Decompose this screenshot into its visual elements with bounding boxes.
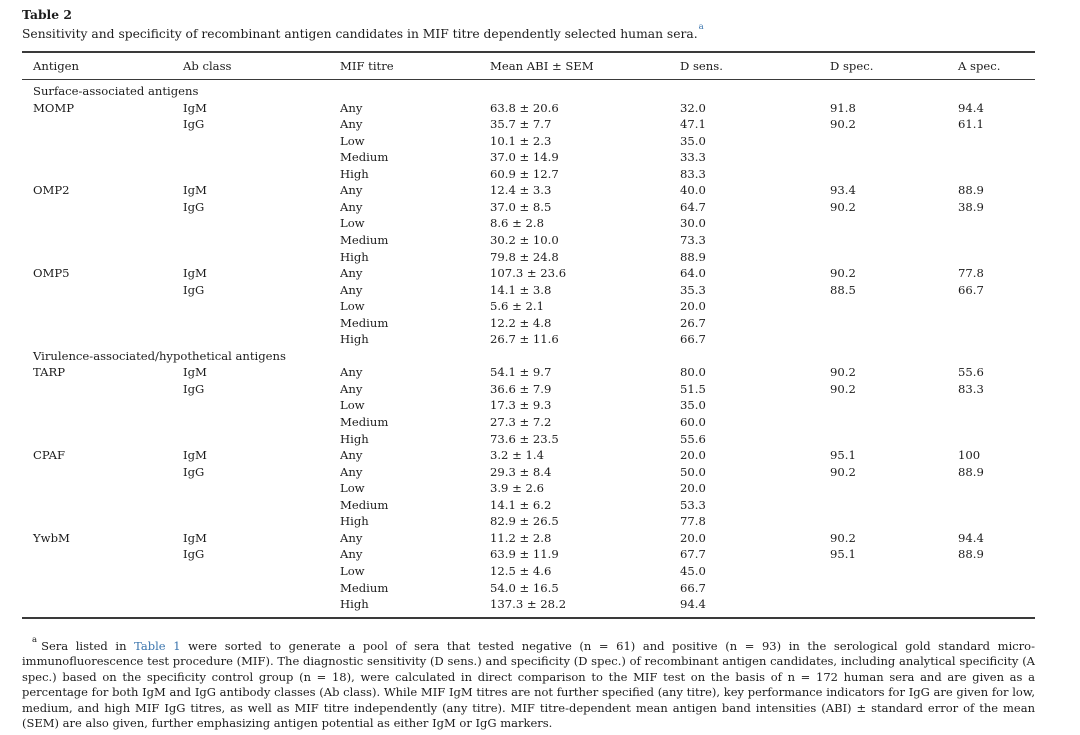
ab-class-cell [183, 480, 340, 497]
footnote-text-after-link: were sorted to generate a pool of sera that tested negative (n = 61) and positive (n = 93) in the serological gold standard micro-immunofluorescence test procedure (MIF). The diagnostic sensitivity (D sens.) and specificity (D spec.) of recombinant antigen candidates, including analytical specificity (A spec.) based on the specificity control group (n = 18), were calculated in direct comparison to the MIF test on the basis of n = 172 human sera and are given as a percentage for both IgM and IgG antibody classes (Ab class). While MIF IgM titres are not further specified (any titre), key performance indicators for IgG are given for low, medium, and high MIF IgG titres, as well as MIF titre independently (any titre). MIF titre-dependent mean antigen band intensities (ABI) ± standard error of the mean (SEM) are also given, further emphasizing antigen potential as either IgM or IgG markers. [22, 638, 1035, 731]
column-header-antigen: Antigen [22, 52, 183, 80]
section-row [22, 80, 1035, 100]
table-row [22, 530, 1035, 547]
ab-class-cell: IgM [183, 183, 207, 198]
table-row [22, 580, 1035, 597]
mif-titre-cell: Medium [340, 415, 389, 430]
column-header-d-sens: D sens. [680, 52, 830, 80]
mean-abi-cell: 37.0 ± 14.9 [490, 150, 559, 165]
d-sens-cell: 77.8 [680, 514, 706, 529]
d-sens-cell: 53.3 [680, 497, 706, 512]
mif-titre-cell: Low [340, 563, 365, 578]
d-spec-cell [830, 331, 958, 348]
a-spec-cell: 77.8 [958, 266, 984, 281]
table-row [22, 199, 1035, 216]
d-sens-cell: 35.0 [680, 398, 706, 413]
a-spec-cell: 55.6 [958, 365, 984, 380]
mean-abi-cell: 12.5 ± 4.6 [490, 563, 552, 578]
ab-class-cell: IgG [183, 282, 205, 297]
d-spec-cell: 95.1 [830, 448, 856, 463]
ab-class-cell [183, 315, 340, 332]
d-sens-cell: 67.7 [680, 547, 706, 562]
d-sens-cell: 60.0 [680, 415, 706, 430]
antigen-cell [22, 199, 183, 216]
table-row [22, 215, 1035, 232]
antigen-cell [22, 480, 183, 497]
d-sens-cell: 30.0 [680, 216, 706, 231]
antigen-cell [22, 580, 183, 597]
mif-titre-cell: Medium [340, 150, 389, 165]
antigen-cell [22, 464, 183, 481]
table-row [22, 447, 1035, 464]
a-spec-cell [958, 431, 1035, 448]
d-spec-cell: 93.4 [830, 183, 856, 198]
mean-abi-cell: 30.2 ± 10.0 [490, 233, 559, 248]
a-spec-cell [958, 414, 1035, 431]
ab-class-cell [183, 331, 340, 348]
d-spec-cell [830, 497, 958, 514]
table-row [22, 364, 1035, 381]
column-header-d-spec: D spec. [830, 52, 958, 80]
ab-class-cell [183, 580, 340, 597]
table-row [22, 249, 1035, 266]
d-sens-cell: 73.3 [680, 233, 706, 248]
mif-titre-cell: High [340, 249, 369, 264]
mean-abi-cell: 11.2 ± 2.8 [490, 530, 552, 545]
table-row [22, 315, 1035, 332]
footnote [22, 636, 1035, 732]
table-row [22, 431, 1035, 448]
ab-class-cell [183, 215, 340, 232]
mean-abi-cell: 63.9 ± 11.9 [490, 547, 559, 562]
mif-titre-cell: Low [340, 133, 365, 148]
a-spec-cell [958, 133, 1035, 150]
mean-abi-cell: 82.9 ± 26.5 [490, 514, 559, 529]
table-caption [22, 24, 1058, 42]
caption-footnote-marker[interactable]: a [698, 22, 704, 32]
table-row [22, 331, 1035, 348]
antigen-cell [22, 149, 183, 166]
mif-titre-cell: High [340, 166, 369, 181]
table-row [22, 166, 1035, 183]
mean-abi-cell: 63.8 ± 20.6 [490, 100, 559, 115]
antigen-cell [22, 397, 183, 414]
ab-class-cell: IgG [183, 464, 205, 479]
ab-class-cell: IgM [183, 448, 207, 463]
antigen-cell [22, 232, 183, 249]
antigen-cell [22, 497, 183, 514]
d-spec-cell [830, 513, 958, 530]
a-spec-cell: 100 [958, 448, 981, 463]
d-sens-cell: 45.0 [680, 563, 706, 578]
d-sens-cell: 83.3 [680, 166, 706, 181]
d-spec-cell: 88.5 [830, 282, 856, 297]
a-spec-cell [958, 315, 1035, 332]
table-label: Table 2 [22, 7, 72, 22]
table-row [22, 100, 1035, 117]
a-spec-cell [958, 215, 1035, 232]
a-spec-cell: 94.4 [958, 530, 984, 545]
mif-titre-cell: High [340, 514, 369, 529]
d-spec-cell: 90.2 [830, 464, 856, 479]
mean-abi-cell: 12.4 ± 3.3 [490, 183, 552, 198]
a-spec-cell [958, 331, 1035, 348]
mean-abi-cell: 36.6 ± 7.9 [490, 381, 552, 396]
section-header: Surface-associated antigens [33, 84, 199, 99]
antigen-cell [22, 414, 183, 431]
ab-class-cell: IgM [183, 365, 207, 380]
a-spec-cell [958, 397, 1035, 414]
ab-class-cell: IgM [183, 100, 207, 115]
antigen-cell: OMP5 [33, 266, 70, 281]
mif-titre-cell: Any [340, 464, 363, 479]
mean-abi-cell: 3.2 ± 1.4 [490, 448, 544, 463]
mif-titre-cell: Medium [340, 315, 389, 330]
mif-titre-cell: High [340, 332, 369, 347]
d-sens-cell: 20.0 [680, 448, 706, 463]
a-spec-cell: 83.3 [958, 381, 984, 396]
a-spec-cell: 88.9 [958, 183, 984, 198]
table-row [22, 133, 1035, 150]
mif-titre-cell: Any [340, 100, 363, 115]
mif-titre-cell: Any [340, 282, 363, 297]
d-spec-cell: 90.2 [830, 381, 856, 396]
mean-abi-cell: 14.1 ± 3.8 [490, 282, 552, 297]
mif-titre-cell: Any [340, 266, 363, 281]
a-spec-cell [958, 232, 1035, 249]
ab-class-cell [183, 232, 340, 249]
mean-abi-cell: 14.1 ± 6.2 [490, 497, 552, 512]
d-spec-cell: 90.2 [830, 117, 856, 132]
table-row [22, 182, 1035, 199]
d-sens-cell: 64.0 [680, 266, 706, 281]
d-spec-cell [830, 431, 958, 448]
table-row [22, 480, 1035, 497]
ab-class-cell [183, 397, 340, 414]
mean-abi-cell: 37.0 ± 8.5 [490, 199, 552, 214]
mean-abi-cell: 54.0 ± 16.5 [490, 580, 559, 595]
antigen-cell: YwbM [33, 530, 70, 545]
antigen-cell [22, 546, 183, 563]
mif-titre-cell: Any [340, 530, 363, 545]
d-spec-cell [830, 397, 958, 414]
mean-abi-cell: 60.9 ± 12.7 [490, 166, 559, 181]
d-spec-cell [830, 315, 958, 332]
mean-abi-cell: 107.3 ± 23.6 [490, 266, 567, 281]
d-sens-cell: 66.7 [680, 332, 706, 347]
section-row [22, 348, 1035, 365]
d-sens-cell: 35.0 [680, 133, 706, 148]
mean-abi-cell: 17.3 ± 9.3 [490, 398, 552, 413]
ab-class-cell [183, 563, 340, 580]
a-spec-cell [958, 580, 1035, 597]
table-row [22, 298, 1035, 315]
table-1-link[interactable]: Table 1 [134, 638, 181, 653]
a-spec-cell [958, 563, 1035, 580]
d-sens-cell: 20.0 [680, 299, 706, 314]
table-row [22, 116, 1035, 133]
footnote-marker: a [32, 634, 38, 645]
ab-class-cell [183, 497, 340, 514]
mif-titre-cell: Low [340, 481, 365, 496]
mean-abi-cell: 10.1 ± 2.3 [490, 133, 552, 148]
mif-titre-cell: Medium [340, 580, 389, 595]
table-row [22, 381, 1035, 398]
d-spec-cell [830, 414, 958, 431]
a-spec-cell: 88.9 [958, 464, 984, 479]
antigen-cell [22, 596, 183, 618]
antigen-cell [22, 116, 183, 133]
d-spec-cell [830, 215, 958, 232]
caption-text: Sensitivity and specificity of recombinant antigen candidates in MIF titre dependently selected human sera. [22, 27, 698, 42]
mean-abi-cell: 5.6 ± 2.1 [490, 299, 544, 314]
table-row [22, 282, 1035, 299]
table-row [22, 397, 1035, 414]
a-spec-cell [958, 497, 1035, 514]
a-spec-cell [958, 596, 1035, 618]
d-spec-cell [830, 149, 958, 166]
mif-titre-cell: Any [340, 199, 363, 214]
ab-class-cell: IgG [183, 199, 205, 214]
table-row [22, 563, 1035, 580]
mif-titre-cell: Low [340, 299, 365, 314]
d-sens-cell: 20.0 [680, 530, 706, 545]
d-sens-cell: 51.5 [680, 381, 706, 396]
mif-titre-cell: Any [340, 381, 363, 396]
table-row [22, 414, 1035, 431]
mean-abi-cell: 8.6 ± 2.8 [490, 216, 544, 231]
mif-titre-cell: Any [340, 547, 363, 562]
d-sens-cell: 64.7 [680, 199, 706, 214]
antigen-cell [22, 315, 183, 332]
antigen-cell [22, 331, 183, 348]
d-spec-cell: 95.1 [830, 547, 856, 562]
a-spec-cell [958, 149, 1035, 166]
section-header: Virulence-associated/hypothetical antigens [33, 348, 286, 363]
antigen-cell [22, 563, 183, 580]
column-header-mif-titre: MIF titre [340, 52, 490, 80]
mean-abi-cell: 27.3 ± 7.2 [490, 415, 552, 430]
d-sens-cell: 80.0 [680, 365, 706, 380]
antigen-cell [22, 513, 183, 530]
d-spec-cell [830, 563, 958, 580]
d-spec-cell [830, 596, 958, 618]
d-sens-cell: 20.0 [680, 481, 706, 496]
a-spec-cell [958, 480, 1035, 497]
column-header-mean-abi-sem: Mean ABI ± SEM [490, 52, 680, 80]
ab-class-cell [183, 298, 340, 315]
column-header-a-spec: A spec. [958, 52, 1035, 80]
antigen-cell [22, 249, 183, 266]
d-spec-cell [830, 480, 958, 497]
ab-class-cell [183, 166, 340, 183]
mean-abi-cell: 79.8 ± 24.8 [490, 249, 559, 264]
table-row [22, 497, 1035, 514]
header-row [22, 52, 1035, 80]
antigen-cell: MOMP [33, 100, 75, 115]
ab-class-cell [183, 414, 340, 431]
d-spec-cell: 91.8 [830, 100, 856, 115]
antigen-cell [22, 166, 183, 183]
table-body [22, 80, 1035, 618]
antigen-cell [22, 133, 183, 150]
d-spec-cell [830, 580, 958, 597]
mean-abi-cell: 35.7 ± 7.7 [490, 117, 552, 132]
a-spec-cell: 61.1 [958, 117, 984, 132]
ab-class-cell: IgG [183, 381, 205, 396]
antigen-cell [22, 282, 183, 299]
mif-titre-cell: Any [340, 117, 363, 132]
ab-class-cell [183, 431, 340, 448]
ab-class-cell: IgM [183, 266, 207, 281]
mean-abi-cell: 29.3 ± 8.4 [490, 464, 552, 479]
mean-abi-cell: 3.9 ± 2.6 [490, 481, 544, 496]
ab-class-cell [183, 249, 340, 266]
a-spec-cell: 66.7 [958, 282, 984, 297]
ab-class-cell [183, 513, 340, 530]
d-sens-cell: 47.1 [680, 117, 706, 132]
d-sens-cell: 33.3 [680, 150, 706, 165]
a-spec-cell: 88.9 [958, 547, 984, 562]
mean-abi-cell: 54.1 ± 9.7 [490, 365, 552, 380]
d-sens-cell: 26.7 [680, 315, 706, 330]
antigen-cell [22, 215, 183, 232]
antigen-cell [22, 381, 183, 398]
ab-class-cell [183, 133, 340, 150]
d-sens-cell: 55.6 [680, 431, 706, 446]
mean-abi-cell: 137.3 ± 28.2 [490, 597, 567, 612]
ab-class-cell [183, 596, 340, 618]
d-spec-cell: 90.2 [830, 365, 856, 380]
d-spec-cell: 90.2 [830, 199, 856, 214]
table-row [22, 265, 1035, 282]
a-spec-cell [958, 249, 1035, 266]
d-spec-cell: 90.2 [830, 266, 856, 281]
d-spec-cell [830, 249, 958, 266]
ab-class-cell [183, 149, 340, 166]
antigen-cell [22, 431, 183, 448]
column-header-ab-class: Ab class [183, 52, 340, 80]
d-sens-cell: 88.9 [680, 249, 706, 264]
mif-titre-cell: Any [340, 365, 363, 380]
mif-titre-cell: High [340, 597, 369, 612]
ab-class-cell: IgG [183, 547, 205, 562]
d-sens-cell: 66.7 [680, 580, 706, 595]
antigen-cell: TARP [33, 365, 66, 380]
a-spec-cell [958, 513, 1035, 530]
table-row [22, 513, 1035, 530]
d-spec-cell [830, 166, 958, 183]
d-sens-cell: 32.0 [680, 100, 706, 115]
antigen-cell: OMP2 [33, 183, 70, 198]
mif-titre-cell: Any [340, 183, 363, 198]
table-row [22, 149, 1035, 166]
table-row [22, 232, 1035, 249]
d-spec-cell [830, 298, 958, 315]
d-spec-cell [830, 232, 958, 249]
mean-abi-cell: 12.2 ± 4.8 [490, 315, 552, 330]
a-spec-cell [958, 166, 1035, 183]
table-row [22, 546, 1035, 563]
mean-abi-cell: 73.6 ± 23.5 [490, 431, 559, 446]
antigen-cell: CPAF [33, 448, 66, 463]
d-spec-cell: 90.2 [830, 530, 856, 545]
mif-titre-cell: Any [340, 448, 363, 463]
table-row [22, 464, 1035, 481]
footnote-text-before-link: Sera listed in [41, 638, 135, 653]
mif-titre-cell: Low [340, 398, 365, 413]
mif-titre-cell: High [340, 431, 369, 446]
antigen-cell [22, 298, 183, 315]
ab-class-cell: IgM [183, 530, 207, 545]
data-table [22, 51, 1035, 619]
a-spec-cell [958, 298, 1035, 315]
d-sens-cell: 50.0 [680, 464, 706, 479]
d-sens-cell: 94.4 [680, 597, 706, 612]
mif-titre-cell: Medium [340, 233, 389, 248]
a-spec-cell: 94.4 [958, 100, 984, 115]
mean-abi-cell: 26.7 ± 11.6 [490, 332, 559, 347]
table-row [22, 596, 1035, 618]
d-spec-cell [830, 133, 958, 150]
ab-class-cell: IgG [183, 117, 205, 132]
d-sens-cell: 40.0 [680, 183, 706, 198]
mif-titre-cell: Low [340, 216, 365, 231]
mif-titre-cell: Medium [340, 497, 389, 512]
d-sens-cell: 35.3 [680, 282, 706, 297]
a-spec-cell: 38.9 [958, 199, 984, 214]
